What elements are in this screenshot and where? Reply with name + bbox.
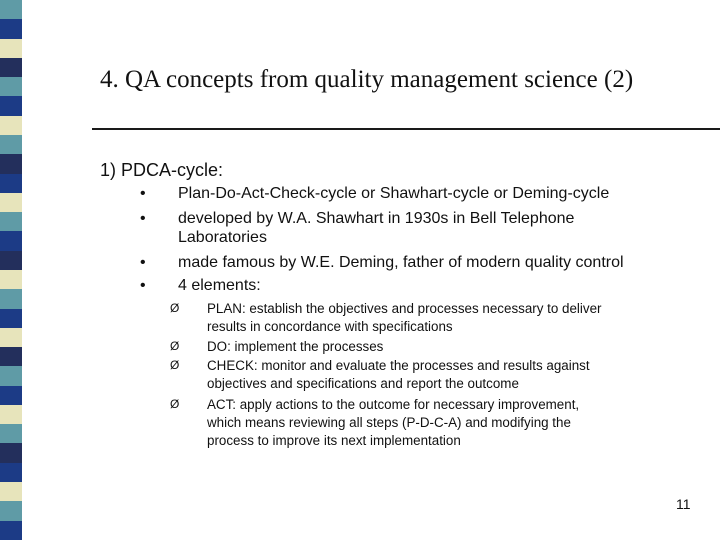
arrow-bullet-icon: Ø [170, 339, 180, 353]
bullet-dot: • [140, 185, 146, 202]
stripe-block [0, 366, 22, 385]
bullet-text: developed by W.A. Shawhart in 1930s in Bell Telephone Laboratories [178, 210, 575, 246]
stripe-block [0, 328, 22, 347]
title-divider [92, 128, 720, 130]
arrow-bullet-icon: Ø [170, 397, 180, 411]
stripe-block [0, 19, 22, 38]
stripe-block [0, 463, 22, 482]
stripe-block [0, 309, 22, 328]
bullet-dot: • [140, 254, 146, 271]
stripe-block [0, 77, 22, 96]
element-text: DO: implement the processes [207, 339, 384, 354]
stripe-block [0, 289, 22, 308]
stripe-block [0, 251, 22, 270]
element-text: PLAN: establish the objectives and processes necessary to deliver results in concordance with specifications [207, 301, 602, 334]
stripe-block [0, 231, 22, 250]
stripe-block [0, 521, 22, 540]
stripe-block [0, 116, 22, 135]
stripe-block [0, 135, 22, 154]
element-text: ACT: apply actions to the outcome for necessary improvement, which means reviewing all steps (P-D-C-A) and modifying the process to improve its next implementation [207, 397, 580, 448]
arrow-bullet-icon: Ø [170, 301, 180, 315]
section-heading: 1) PDCA-cycle: [100, 160, 224, 180]
stripe-block [0, 39, 22, 58]
stripe-block [0, 405, 22, 424]
stripe-block [0, 270, 22, 289]
element-text: CHECK: monitor and evaluate the processes and results against objectives and specifications and report the outcome [207, 358, 590, 391]
stripe-block [0, 386, 22, 405]
stripe-block [0, 347, 22, 366]
stripe-block [0, 482, 22, 501]
decorative-stripe [0, 0, 22, 540]
stripe-block [0, 174, 22, 193]
bullet-dot: • [140, 210, 146, 227]
stripe-block [0, 0, 22, 19]
stripe-block [0, 501, 22, 520]
bullet-dot: • [140, 277, 146, 294]
stripe-block [0, 443, 22, 462]
stripe-block [0, 96, 22, 115]
page-number: 11 [676, 496, 691, 512]
stripe-block [0, 154, 22, 173]
stripe-block [0, 58, 22, 77]
bullet-text: Plan-Do-Act-Check-cycle or Shawhart-cycle or Deming-cycle [178, 185, 610, 202]
stripe-block [0, 212, 22, 231]
stripe-block [0, 193, 22, 212]
arrow-bullet-icon: Ø [170, 358, 180, 372]
slide-title: 4. QA concepts from quality management science (2) [100, 66, 634, 93]
bullet-text: made famous by W.E. Deming, father of modern quality control [178, 254, 624, 271]
stripe-block [0, 424, 22, 443]
bullet-text: 4 elements: [178, 277, 261, 294]
